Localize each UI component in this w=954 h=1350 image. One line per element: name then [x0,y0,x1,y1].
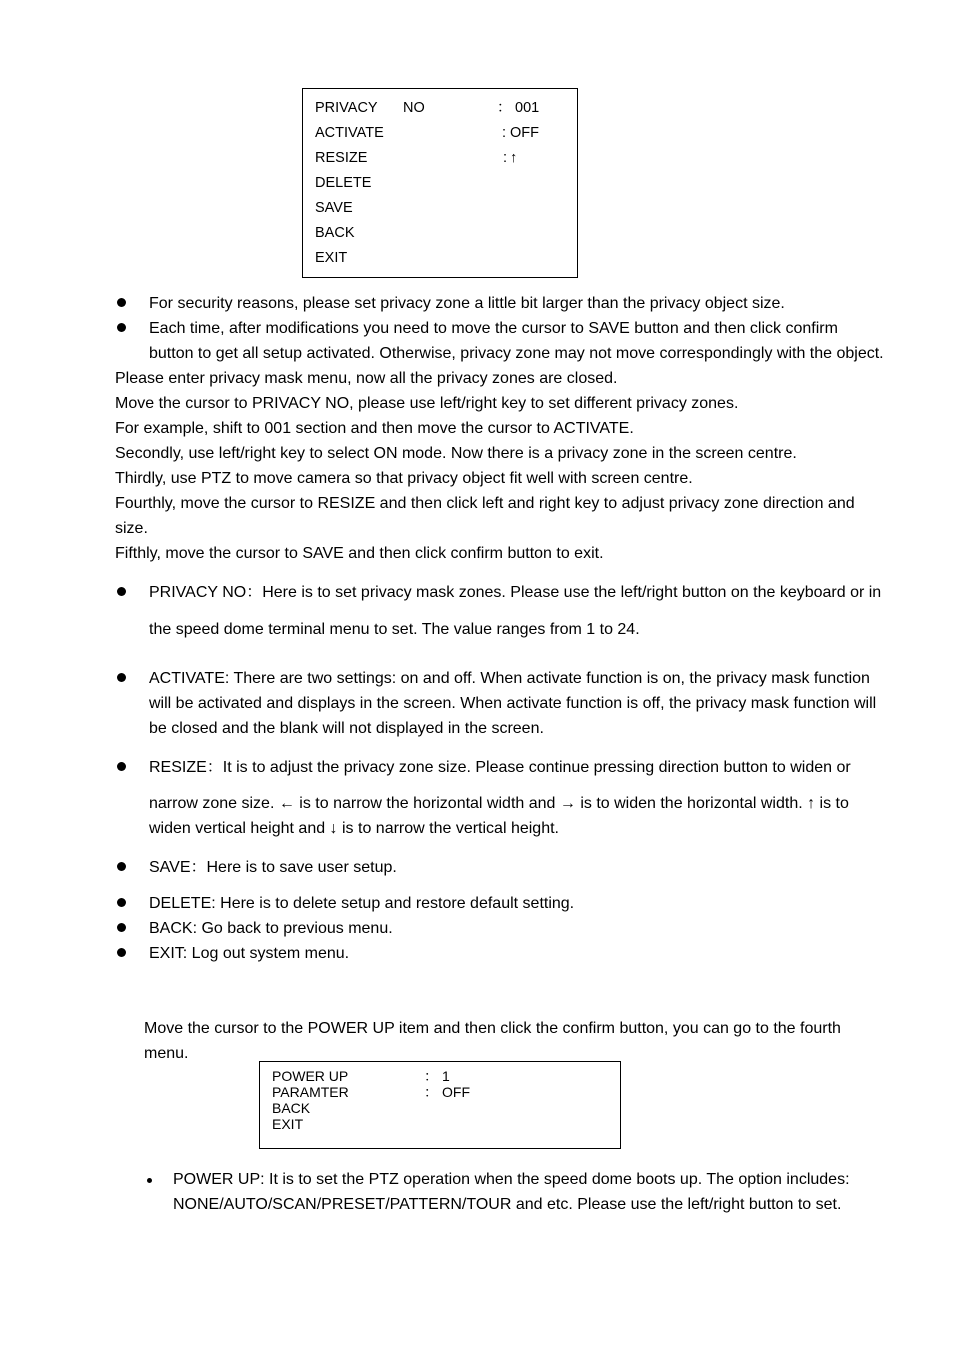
menu-sep-activate: : [502,125,507,141]
def-exit: EXIT: Log out system menu. [149,945,350,962]
bullet-icon [117,898,126,907]
bullet-icon [147,1178,152,1183]
def-privacy-no-1: PRIVACY NO：Here is to set privacy mask zones. Please use the left/right button on the keyboard or in [149,584,882,601]
menu-sep-resize: : [503,150,508,166]
def-delete: DELETE: Here is to delete setup and restore default setting. [149,895,575,912]
power-up-desc-1: POWER UP: It is to set the PTZ operation when the speed dome boots up. The option includes: [173,1171,850,1188]
def-resize-3: widen vertical height and ↓ is to narrow the vertical height. [149,820,559,837]
bullet-icon [117,298,126,307]
menu-sep-power-up: ： [424,1068,438,1084]
menu-label-paramter: PARAMTER [272,1084,349,1100]
tip-security: For security reasons, please set privacy zone a little bit larger than the privacy object size. [149,295,785,312]
bullet-icon [117,862,126,871]
step-line: Thirdly, use PTZ to move camera so that privacy object fit well with screen centre. [115,470,693,487]
step-line: Fourthly, move the cursor to RESIZE and then click left and right key to adjust privacy zone direction and [115,495,855,512]
menu-label-back: BACK [315,225,355,241]
bullet-icon [117,948,126,957]
menu-value-power-up: 1 [442,1068,450,1084]
power-up-intro-2: menu. [144,1045,189,1062]
def-resize-2: narrow zone size. ← is to narrow the horizontal width and → is to widen the horizontal width. ↑ is to [149,795,849,812]
menu-value-activate: OFF [510,125,539,141]
privacy-menu-box [302,88,578,278]
step-line: size. [115,520,148,537]
menu-value-resize: ↑ [510,150,518,166]
menu-label-privacy: PRIVACY [315,100,378,116]
menu-label-save: SAVE [315,200,353,216]
menu-label-back: BACK [272,1100,311,1116]
step-line: For example, shift to 001 section and then move the cursor to ACTIVATE. [115,420,634,437]
power-up-intro-1: Move the cursor to the POWER UP item and then click the confirm button, you can go to the fourth [144,1020,841,1037]
step-line: Fifthly, move the cursor to SAVE and then click confirm button to exit. [115,545,604,562]
menu-label-exit: EXIT [315,250,348,266]
power-menu-box [259,1061,621,1149]
menu-label-power-up: POWER UP [272,1068,349,1084]
def-activate-1: ACTIVATE: There are two settings: on and off. When activate function is on, the privacy mask function [149,670,870,687]
menu-sep-privacy: ： [497,100,512,116]
bullet-icon [117,923,126,932]
menu-label-activate: ACTIVATE [315,125,384,141]
menu-label-resize: RESIZE [315,150,368,166]
menu-label-exit: EXIT [272,1116,304,1132]
def-resize-1: RESIZE：It is to adjust the privacy zone size. Please continue pressing direction button to widen or [149,759,851,776]
tip-save-2: button to get all setup activated. Otherwise, privacy zone may not move correspondingly with the object. [149,345,884,362]
tip-save-1: Each time, after modifications you need to move the cursor to SAVE button and then click confirm [149,320,838,337]
step-line: Secondly, use left/right key to select ON mode. Now there is a privacy zone in the screen centre. [115,445,797,462]
power-up-desc-2: NONE/AUTO/SCAN/PRESET/PATTERN/TOUR and etc. Please use the left/right button to set. [173,1196,842,1213]
step-line: Please enter privacy mask menu, now all the privacy zones are closed. [115,370,618,387]
menu-sep-paramter: ： [424,1084,438,1100]
def-privacy-no-2: the speed dome terminal menu to set. The value ranges from 1 to 24. [149,621,640,638]
menu-label-delete: DELETE [315,175,372,191]
def-activate-3: be closed and the blank will not displayed in the screen. [149,720,544,737]
menu-label-no: NO [403,100,425,116]
bullet-icon [117,762,126,771]
bullet-icon [117,587,126,596]
menu-value-privacy-no: 001 [515,100,540,116]
def-save: SAVE：Here is to save user setup. [149,859,397,876]
menu-value-paramter: OFF [442,1084,470,1100]
bullet-icon [117,673,126,682]
def-activate-2: will be activated and displays in the screen. When activate function is off, the privacy mask function will [149,695,877,712]
step-line: Move the cursor to PRIVACY NO, please use left/right key to set different privacy zones. [115,395,739,412]
bullet-icon [117,323,126,332]
def-back: BACK: Go back to previous menu. [149,920,393,937]
